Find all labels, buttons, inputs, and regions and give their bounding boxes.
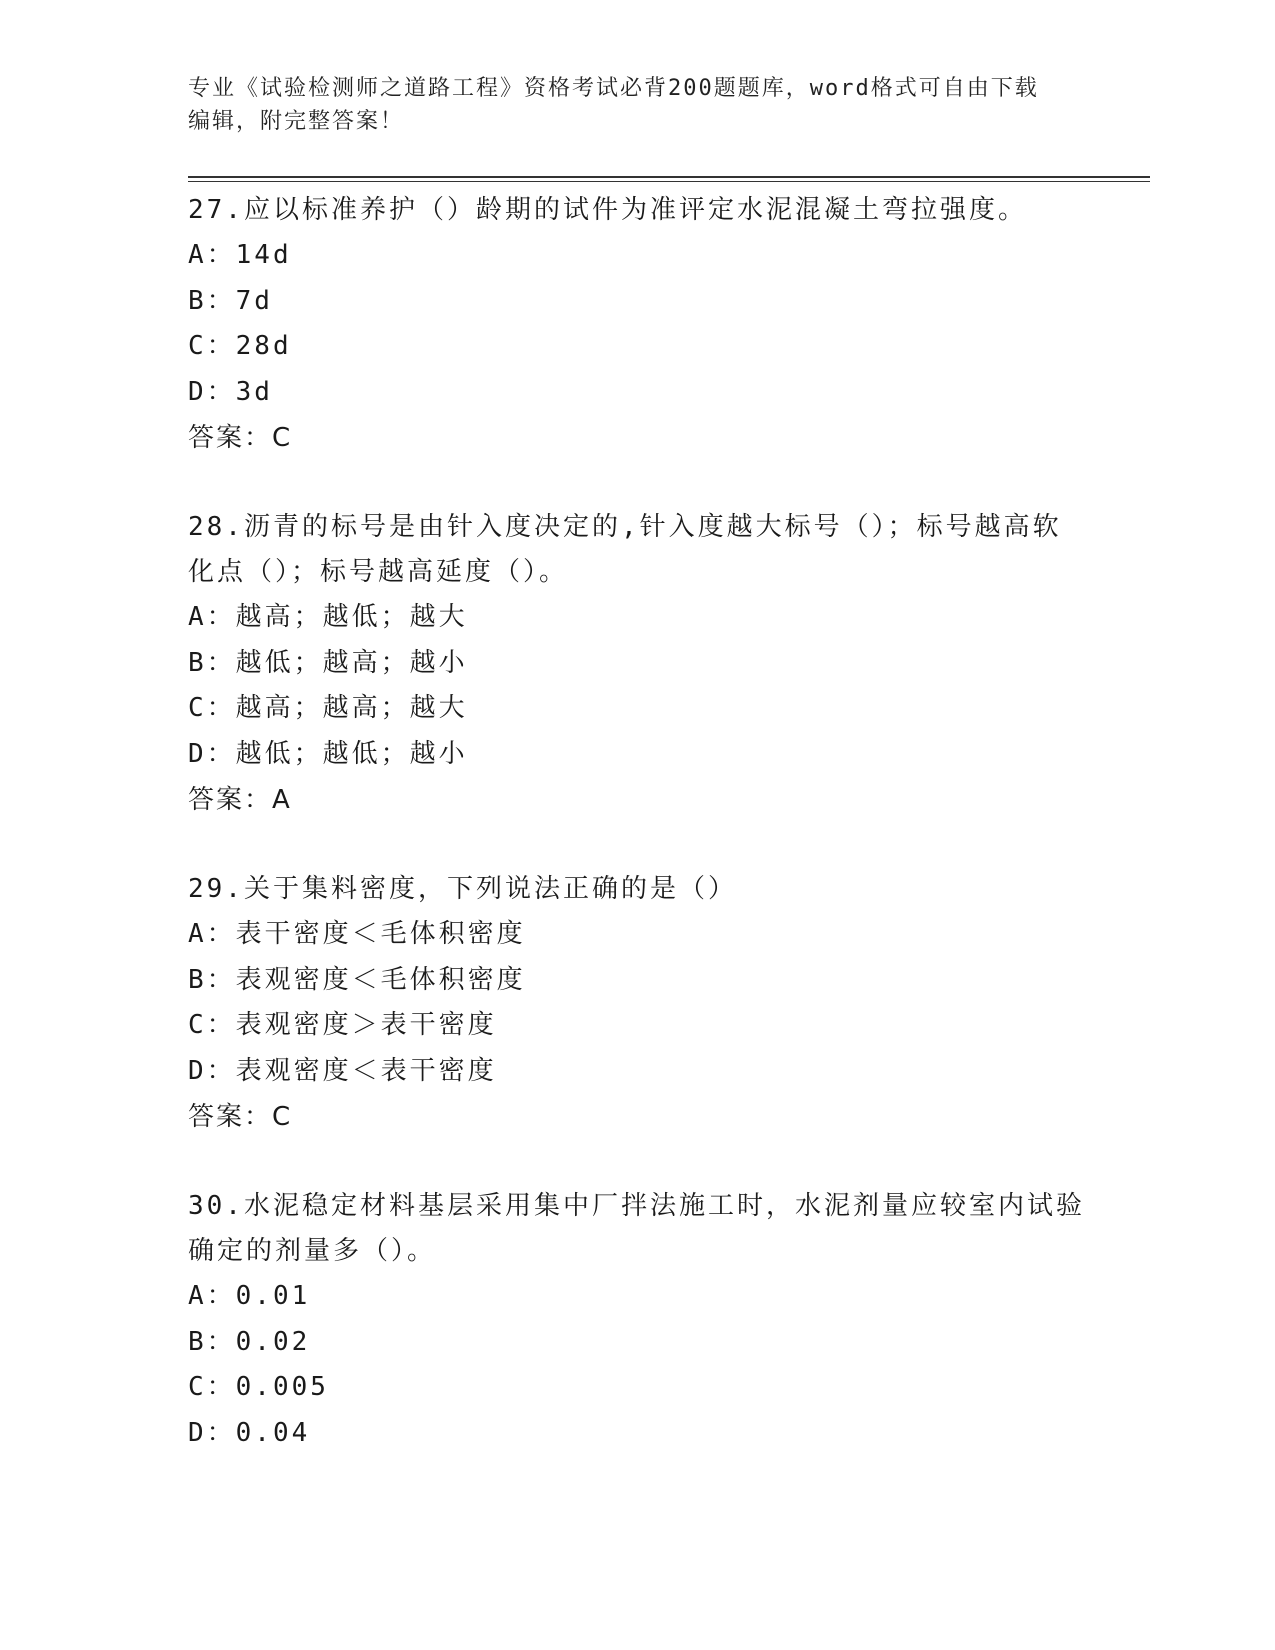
question-stem: 29.关于集料密度，下列说法正确的是（） — [188, 874, 737, 904]
question-list — [188, 188, 1088, 1500]
option-d: D：3d — [188, 376, 273, 407]
option-c: C：越高；越高；越大 — [188, 693, 468, 723]
option-d: D：越低；越低；越小 — [188, 738, 468, 769]
option-b: B：7d — [188, 285, 273, 316]
question-30 — [188, 1184, 1088, 1456]
header-line-1: 专业《试验检测师之道路工程》资格考试必背200题题库，word格式可自由下载 — [188, 76, 1039, 101]
option-a: A：14d — [188, 240, 292, 270]
option-b: B：0.02 — [188, 1326, 311, 1357]
option-a: A：越高；越低；越大 — [188, 602, 468, 632]
question-stem-continued: 化点（）；标号越高延度（）。 — [188, 557, 569, 587]
question-stem: 30.水泥稳定材料基层采用集中厂拌法施工时，水泥剂量应较室内试验 — [188, 1191, 1085, 1221]
question-28 — [188, 505, 1088, 823]
option-a: A：表干密度＜毛体积密度 — [188, 919, 526, 949]
option-b: B：越低；越高；越小 — [188, 647, 468, 678]
question-27 — [188, 188, 1088, 461]
question-29 — [188, 867, 1088, 1140]
option-c: C：0.005 — [188, 1372, 329, 1402]
option-d: D：0.04 — [188, 1417, 311, 1448]
header-divider-thin — [188, 181, 1150, 182]
option-d: D：表观密度＜表干密度 — [188, 1055, 497, 1086]
header-line-2: 编辑，附完整答案！ — [188, 109, 405, 134]
answer-line: 答案：C — [188, 423, 293, 453]
document-header — [188, 72, 1088, 138]
answer-line: 答案：A — [188, 785, 292, 815]
header-divider-thick — [188, 176, 1150, 178]
question-stem-continued: 确定的剂量多（）。 — [188, 1236, 437, 1266]
option-b: B：表观密度＜毛体积密度 — [188, 964, 526, 995]
question-stem: 28.沥青的标号是由针入度决定的,针入度越大标号（）；标号越高软 — [188, 512, 1062, 542]
option-a: A：0.01 — [188, 1281, 311, 1311]
answer-line: 答案：C — [188, 1102, 293, 1132]
question-stem: 27.应以标准养护（）龄期的试件为准评定水泥混凝土弯拉强度。 — [188, 195, 1027, 225]
option-c: C：表观密度＞表干密度 — [188, 1010, 497, 1040]
option-c: C：28d — [188, 331, 292, 361]
